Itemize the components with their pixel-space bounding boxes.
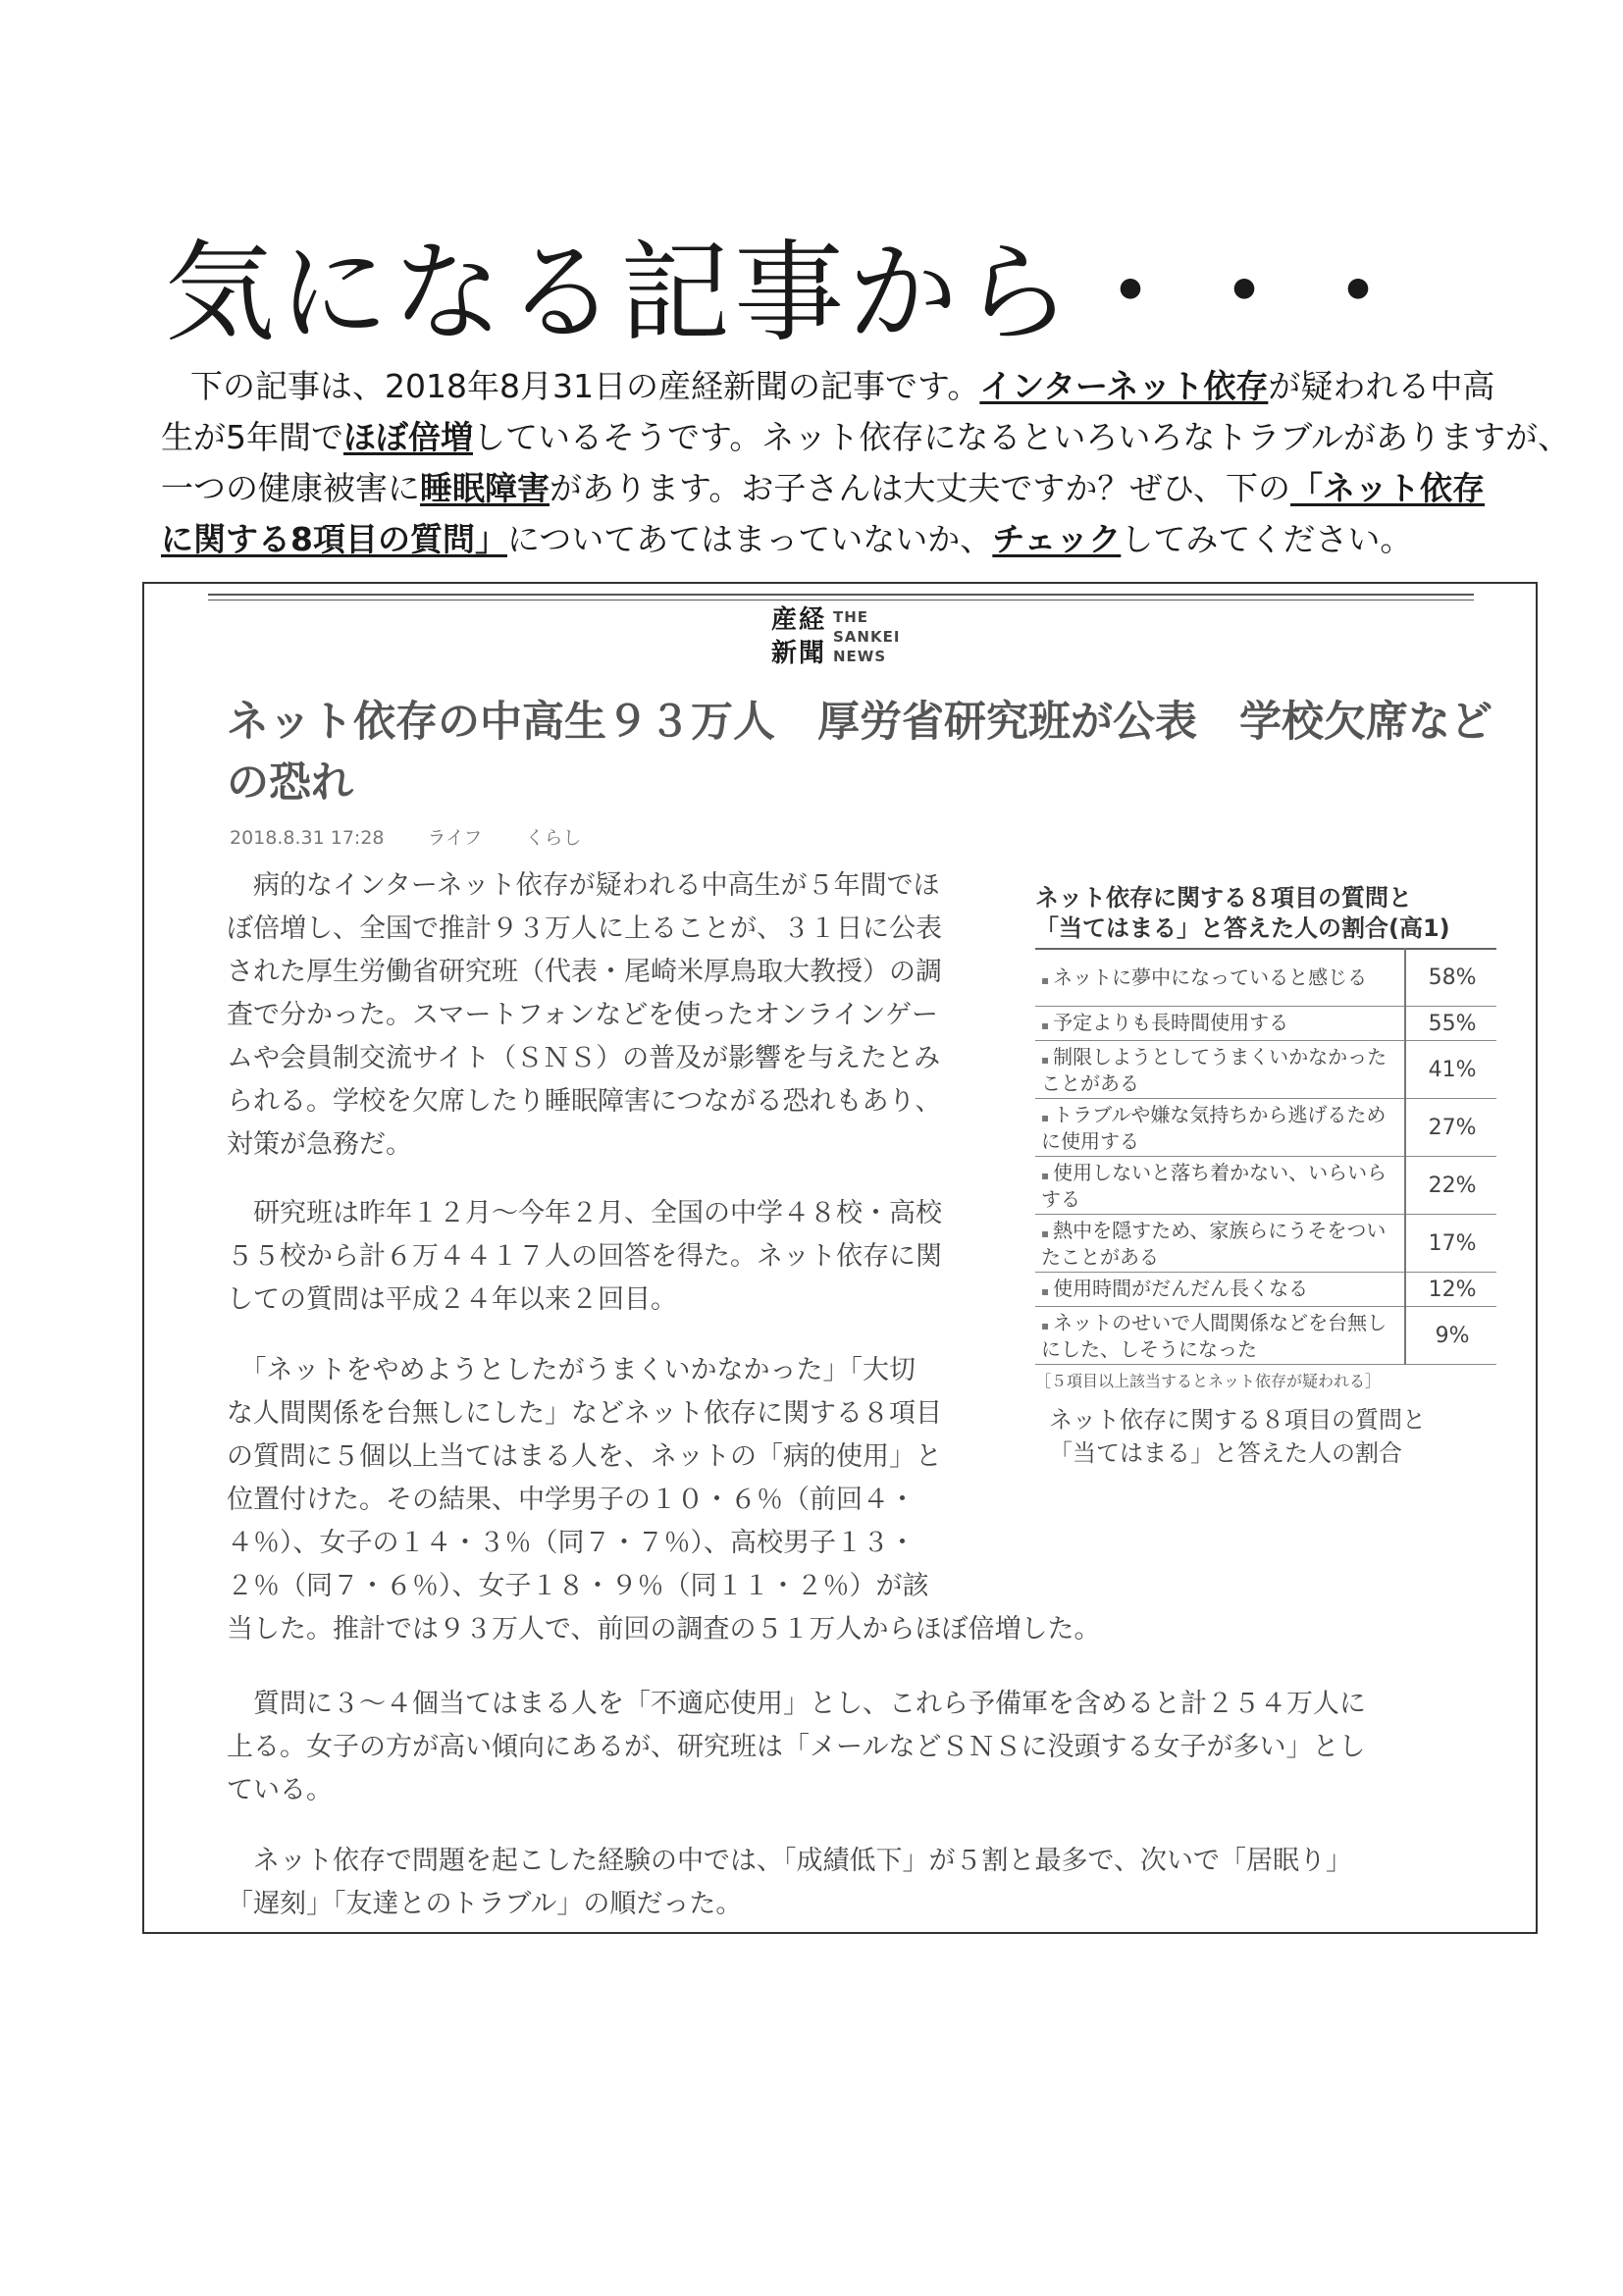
intro-emphasis: インターネット依存 xyxy=(979,367,1269,405)
article-paragraph xyxy=(227,1192,1139,1322)
sankei-news-logo xyxy=(770,601,900,672)
survey-title-line: ネット依存に関する８項目の質問と xyxy=(1035,884,1412,912)
text-line: ネット依存で問題を起こした経験の中では、「成績低下」が５割と最多で、次いで「居眠り」 xyxy=(227,1846,1352,1876)
intro-segment: についてあてはまっていないか、 xyxy=(506,520,993,558)
percent-value: 41% xyxy=(1405,1041,1496,1099)
logo-kanji xyxy=(770,603,825,670)
logo-word: NEWS xyxy=(833,648,887,665)
percent-value: 22% xyxy=(1405,1157,1496,1215)
intro-emphasis: 睡眠障害 xyxy=(420,469,550,507)
intro-segment: が疑われる中高 xyxy=(1268,367,1495,405)
table-row xyxy=(1035,1099,1496,1157)
article-clipping xyxy=(142,582,1538,1934)
text-line: しての質問は平成２４年以来２回目。 xyxy=(227,1284,677,1315)
masthead-rule xyxy=(208,594,1474,596)
question-label: ▪ 予定よりも長時間使用する xyxy=(1035,1007,1405,1041)
article-meta xyxy=(230,823,618,850)
survey-note: ［５項目以上該当するとネット依存が疑われる］ xyxy=(1035,1372,1382,1390)
survey-title xyxy=(1035,883,1496,944)
logo-glyph: 経 xyxy=(798,605,824,635)
table-row xyxy=(1035,949,1496,1007)
question-label: ▪ 使用しないと落ち着かない、いらいらする xyxy=(1035,1157,1405,1215)
table-row xyxy=(1035,1007,1496,1041)
percent-value: 55% xyxy=(1405,1007,1496,1041)
table-row xyxy=(1035,1041,1496,1099)
intro-text xyxy=(161,361,1571,565)
text-line: 「遅刻」「友達とのトラブル」の順だった。 xyxy=(227,1889,743,1919)
text-line: 位置付けた。その結果、中学男子の１０・６％（前回４・ xyxy=(227,1485,916,1515)
question-label: ▪ 熱中を隠すため、家族らにうそをついたことがある xyxy=(1035,1215,1405,1273)
question-label: ▪ ネットのせいで人間関係などを台無しにした、しそうになった xyxy=(1035,1307,1405,1365)
text-line: 「ネットをやめようとしたがうまくいかなかった」「大切 xyxy=(227,1355,916,1385)
percent-value: 17% xyxy=(1405,1215,1496,1273)
question-label: ▪ トラブルや嫌な気持ちから逃げるために使用する xyxy=(1035,1099,1405,1157)
text-line: 質問に３～４個当てはまる人を「不適応使用」とし、これら予備軍を含めると計２５４万人に xyxy=(227,1689,1366,1719)
logo-latin xyxy=(833,607,900,666)
text-line: 病的なインターネット依存が疑われる中高生が５年間でほ xyxy=(227,870,940,901)
intro-segment: 生が5年間で xyxy=(161,418,343,456)
text-line: られる。学校を欠席したり睡眠障害につながる恐れもあり、 xyxy=(227,1086,942,1117)
percent-value: 9% xyxy=(1405,1307,1496,1365)
logo-glyph: 産 xyxy=(770,605,797,635)
text-line: された厚生労働省研究班（代表・尾崎米厚鳥取大教授）の調 xyxy=(227,957,942,987)
table-row xyxy=(1035,1307,1496,1365)
survey-title-line: 「当てはまる」と答えた人の割合(高1) xyxy=(1035,914,1450,942)
intro-segment: しているそうです。ネット依存になるといろいろなトラブルがありますが、 xyxy=(473,418,1571,456)
text-line: の質問に５個以上当てはまる人を、ネットの「病的使用」と xyxy=(227,1441,942,1472)
logo-word: THE xyxy=(833,608,869,626)
article-paragraph xyxy=(227,1349,1100,1651)
intro-emphasis: 「ネット依存 xyxy=(1290,469,1486,507)
text-line: 研究班は昨年１２月～今年２月、全国の中学４８校・高校 xyxy=(227,1198,942,1228)
intro-line xyxy=(161,514,1476,565)
intro-line xyxy=(161,463,1486,514)
question-label: ▪ 制限しようとしてうまくいかなかったことがある xyxy=(1035,1041,1405,1099)
intro-line xyxy=(161,361,1495,412)
text-line: ている。 xyxy=(227,1775,333,1805)
page-title: 気になる記事から・・・ xyxy=(165,230,1417,357)
intro-line xyxy=(161,412,1571,463)
article-headline: ネット依存の中高生９３万人 厚労省研究班が公表 学校欠席などの恐れ xyxy=(227,698,1492,808)
text-line: ２％（同７・６％）、女子１８・９％（同１１・２％）が該 xyxy=(227,1571,929,1601)
intro-segment: 一つの健康被害に xyxy=(161,469,420,507)
percent-value: 27% xyxy=(1405,1099,1496,1157)
text-line: ５５校から計６万４４１７人の回答を得た。ネット依存に関 xyxy=(227,1241,942,1272)
intro-segment: 下の記事は、2018年8月31日の産経新聞の記事です。 xyxy=(190,367,980,405)
intro-segment: があります。お子さんは大丈夫ですか？ぜひ、下の xyxy=(550,469,1291,507)
text-line: ムや会員制交流サイト（ＳＮＳ）の普及が影響を与えたとみ xyxy=(227,1043,941,1073)
text-line: 査で分かった。スマートフォンなどを使ったオンラインゲー xyxy=(227,1000,938,1030)
text-line: ４％）、女子の１４・３％（同７・７％）、高校男子１３・ xyxy=(227,1528,916,1558)
intro-emphasis: ほぼ倍増 xyxy=(343,418,473,456)
article-paragraph xyxy=(227,864,1139,1167)
article-section: ライフ xyxy=(427,827,483,849)
intro-emphasis: に関する8項目の質問」 xyxy=(161,520,507,558)
text-line: ぼ倍増し、全国で推計９３万人に上ることが、３１日に公表 xyxy=(227,913,942,944)
text-line: 対策が急務だ。 xyxy=(227,1129,412,1160)
text-line: 上る。女子の方が高い傾向にあるが、研究班は「メールなどＳＮＳに没頭する女子が多い」とし xyxy=(227,1732,1366,1762)
table-row xyxy=(1035,1157,1496,1215)
logo-glyph: 新 xyxy=(770,639,797,668)
question-label: ▪ 使用時間がだんだん長くなる xyxy=(1035,1273,1405,1307)
article-paragraph xyxy=(227,1840,1352,1926)
intro-segment: してみてください。 xyxy=(1121,520,1413,558)
article-subsection: くらし xyxy=(525,827,582,849)
percent-value: 12% xyxy=(1405,1273,1496,1307)
table-row xyxy=(1035,1215,1496,1273)
logo-word: SANKEI xyxy=(833,628,901,646)
survey-table xyxy=(1035,948,1496,1365)
table-row xyxy=(1035,1273,1496,1307)
question-label: ▪ ネットに夢中になっていると感じる xyxy=(1035,949,1405,1007)
intro-emphasis: チェック xyxy=(992,520,1122,558)
percent-value: 58% xyxy=(1405,949,1496,1007)
logo-glyph: 聞 xyxy=(798,639,824,668)
article-paragraph xyxy=(227,1683,1366,1812)
survey-caption: ネット依存に関する８項目の質問と「当てはまる」と答えた人の割合 xyxy=(1049,1406,1426,1467)
text-line: な人間関係を台無しにした」などネット依存に関する８項目 xyxy=(227,1398,942,1429)
text-line: 当した。推計では９３万人で、前回の調査の５１万人からほぼ倍増した。 xyxy=(227,1614,1101,1644)
article-date: 2018.8.31 17:28 xyxy=(230,827,385,849)
survey-sidebar xyxy=(1035,883,1496,1470)
